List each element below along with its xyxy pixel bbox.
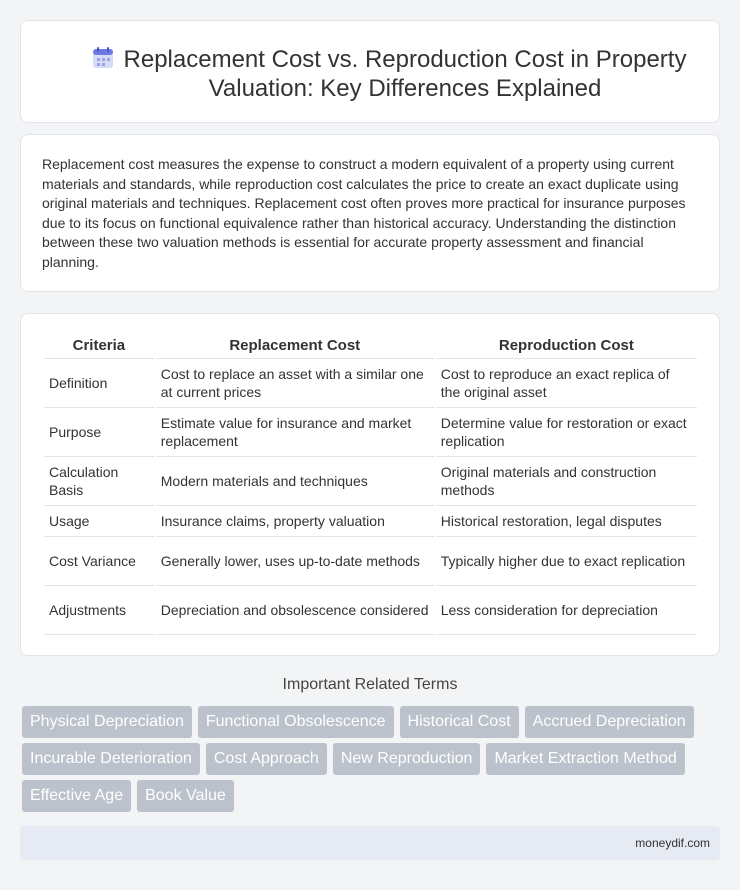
replacement-cell: Generally lower, uses up-to-date methods <box>156 537 434 586</box>
reproduction-cell: Cost to reproduce an exact replica of the original asset <box>436 359 697 408</box>
criteria-cell: Usage <box>44 506 154 537</box>
table-row <box>44 457 697 506</box>
criteria-cell: Cost Variance <box>44 537 154 586</box>
criteria-cell: Definition <box>44 359 154 408</box>
criteria-cell: Purpose <box>44 408 154 457</box>
related-terms-title: Important Related Terms <box>282 676 458 693</box>
page-title: Replacement Cost vs. Reproduction Cost in Property Valuation: Key Differences Explained <box>123 46 687 102</box>
header-replacement-cost: Replacement Cost <box>156 333 434 359</box>
related-term-tag[interactable]: Effective Age <box>22 780 131 812</box>
table-row <box>44 359 697 408</box>
replacement-cell: Cost to replace an asset with a similar one at current prices <box>156 359 434 408</box>
footer <box>20 826 720 860</box>
comparison-table <box>42 333 699 635</box>
table-row <box>44 586 697 635</box>
reproduction-cell: Original materials and construction methods <box>436 457 697 506</box>
reproduction-cell: Less consideration for depreciation <box>436 586 697 635</box>
comparison-card <box>20 313 720 656</box>
criteria-cell: Calculation Basis <box>44 457 154 506</box>
header-criteria: Criteria <box>44 333 154 359</box>
intro-card <box>20 134 720 292</box>
related-term-tag[interactable]: Cost Approach <box>206 743 327 775</box>
replacement-cell: Modern materials and techniques <box>156 457 434 506</box>
reproduction-cell: Determine value for restoration or exact replication <box>436 408 697 457</box>
table-row <box>44 537 697 586</box>
header-reproduction-cost: Reproduction Cost <box>436 333 697 359</box>
related-term-tag[interactable]: Book Value <box>137 780 234 812</box>
related-term-tag[interactable]: Incurable Deterioration <box>22 743 200 775</box>
reproduction-cell: Typically higher due to exact replication <box>436 537 697 586</box>
replacement-cell: Estimate value for insurance and market replacement <box>156 408 434 457</box>
related-term-tag[interactable]: Market Extraction Method <box>486 743 684 775</box>
criteria-cell: Adjustments <box>44 586 154 635</box>
calendar-icon <box>91 46 115 70</box>
table-header-row <box>44 333 697 359</box>
intro-paragraph: Replacement cost measures the expense to construct a modern equivalent of a property using current materials and standards, while reproduction cost calculates the price to create an exact duplicate using original materials and techniques. Replacement cost often proves more practical for insurance purposes due to its focus on functional equivalence rather than historical accuracy. Understanding the distinction between these two valuation methods is essential for accurate property assessment and financial planning. <box>42 156 686 270</box>
related-terms-list <box>22 706 722 812</box>
replacement-cell: Insurance claims, property valuation <box>156 506 434 537</box>
related-term-tag[interactable]: Functional Obsolescence <box>198 706 394 738</box>
title-card <box>20 20 720 123</box>
related-term-tag[interactable]: Accrued Depreciation <box>525 706 694 738</box>
reproduction-cell: Historical restoration, legal disputes <box>436 506 697 537</box>
related-term-tag[interactable]: New Reproduction <box>333 743 481 775</box>
table-row <box>44 408 697 457</box>
replacement-cell: Depreciation and obsolescence considered <box>156 586 434 635</box>
related-term-tag[interactable]: Historical Cost <box>400 706 519 738</box>
footer-site-link[interactable]: moneydif.com <box>635 836 710 850</box>
table-row <box>44 506 697 537</box>
related-term-tag[interactable]: Physical Depreciation <box>22 706 192 738</box>
